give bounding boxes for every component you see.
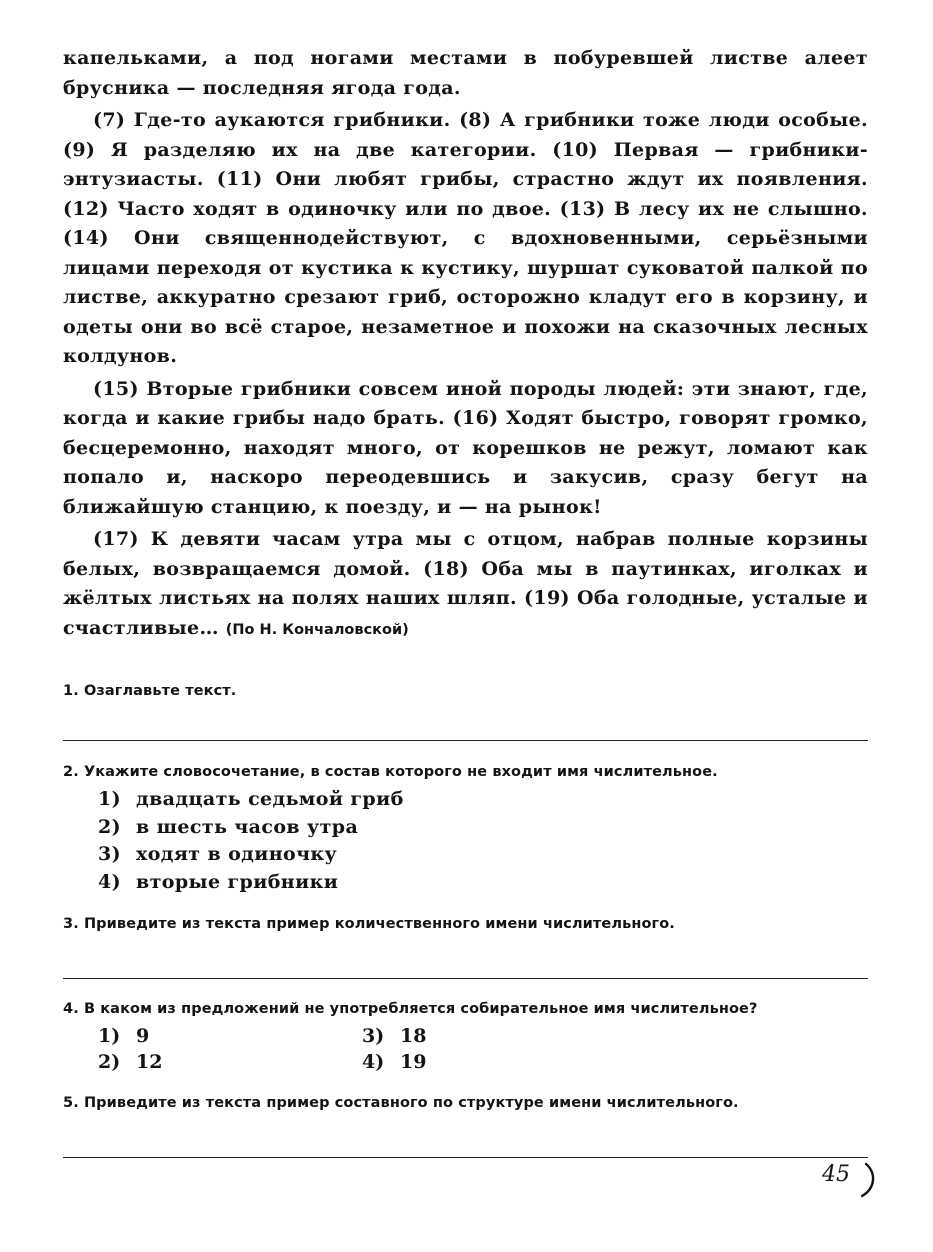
paragraph-1: (7) Где-то аукаются грибники. (8) А грибники тоже люди особые. (9) Я разделяю их на две категории. (10) Первая — грибники-энтузиасты. (11) Они любят грибы, страстно ждут их появления. (12) Часто ходят в одиночку или по двое. (13) В лесу их не слышно. (14) Они священнодействуют, с вдохновенными, серьёзными лицами переходя от кустика к кустику, шуршат суковатой палкой по листве, аккуратно срезают гриб, осторожно кладут его в корзину, и одеты они во всё старое, незаметное и похожи на сказочных лесных колдунов. <box>63 109 868 367</box>
question-4: 4. В каком из предложений не употребляется собирательное имя числительное? <box>63 1001 758 1017</box>
page <box>63 44 868 1158</box>
paragraph-0: капельками, а под ногами местами в побуревшей листве алеет брусника — последняя ягода года. <box>63 47 868 99</box>
reading-text <box>63 44 868 645</box>
option-text: 9 <box>136 1025 150 1047</box>
option-number: 1) <box>98 788 122 810</box>
question-2-options <box>98 786 868 896</box>
paragraph-3 <box>63 525 868 645</box>
option-number: 4) <box>362 1051 385 1073</box>
option-row[interactable] <box>362 1049 562 1075</box>
option-text: двадцать седьмой гриб <box>136 788 404 810</box>
page-number-bracket-icon <box>822 1160 882 1200</box>
option-row[interactable] <box>98 1023 362 1049</box>
option-text: в шесть часов утра <box>136 815 359 838</box>
answer-line-5[interactable] <box>63 1157 868 1158</box>
option-number: 2) <box>98 1051 121 1073</box>
answer-line-1[interactable] <box>63 740 868 741</box>
paragraph-3-text: (17) К девяти часам утра мы с отцом, набрав полные корзины белых, возвращаемся домой. (18) Оба мы в паутинках, иголках и жёлтых листьях на полях наших шляп. (19) Оба голодные, усталые и счастливые… <box>63 528 868 639</box>
page-number-text: 45 <box>822 1162 850 1187</box>
option-number: 4) <box>98 870 122 893</box>
answer-line-3[interactable] <box>63 978 868 979</box>
question-4-options <box>98 1023 868 1075</box>
option-row[interactable] <box>98 1049 362 1075</box>
option-number: 3) <box>362 1025 385 1047</box>
option-text: 12 <box>136 1051 163 1073</box>
text-source: (По Н. Кончаловской) <box>225 621 409 638</box>
option-row[interactable] <box>98 869 868 897</box>
option-number: 2) <box>98 815 122 838</box>
question-5: 5. Приведите из текста пример составного по структуре имени числительного. <box>63 1095 739 1111</box>
option-row[interactable] <box>362 1023 562 1049</box>
option-text: 18 <box>400 1025 427 1047</box>
option-row[interactable] <box>98 841 868 869</box>
question-1: 1. Озаглавьте текст. <box>63 683 237 699</box>
question-3: 3. Приведите из текста пример количественного имени числительного. <box>63 916 675 932</box>
option-text: вторые грибники <box>136 870 339 893</box>
paragraph-2: (15) Вторые грибники совсем иной породы людей: эти знают, где, когда и какие грибы надо брать. (16) Ходят быстро, говорят громко, бесцеремонно, находят много, от корешков не режут, ломают как попало и, наскоро переодевшись и закусив, сразу бегут на ближайшую станцию, к поезду, и — на рынок! <box>63 377 868 518</box>
option-text: ходят в одиночку <box>136 843 338 865</box>
option-row[interactable] <box>98 786 868 814</box>
question-2: 2. Укажите словосочетание, в состав которого не входит имя числительное. <box>63 764 718 780</box>
option-number: 1) <box>98 1025 121 1047</box>
option-row[interactable] <box>98 814 868 842</box>
option-text: 19 <box>400 1051 427 1073</box>
page-number <box>822 1160 882 1200</box>
option-number: 3) <box>98 843 122 865</box>
